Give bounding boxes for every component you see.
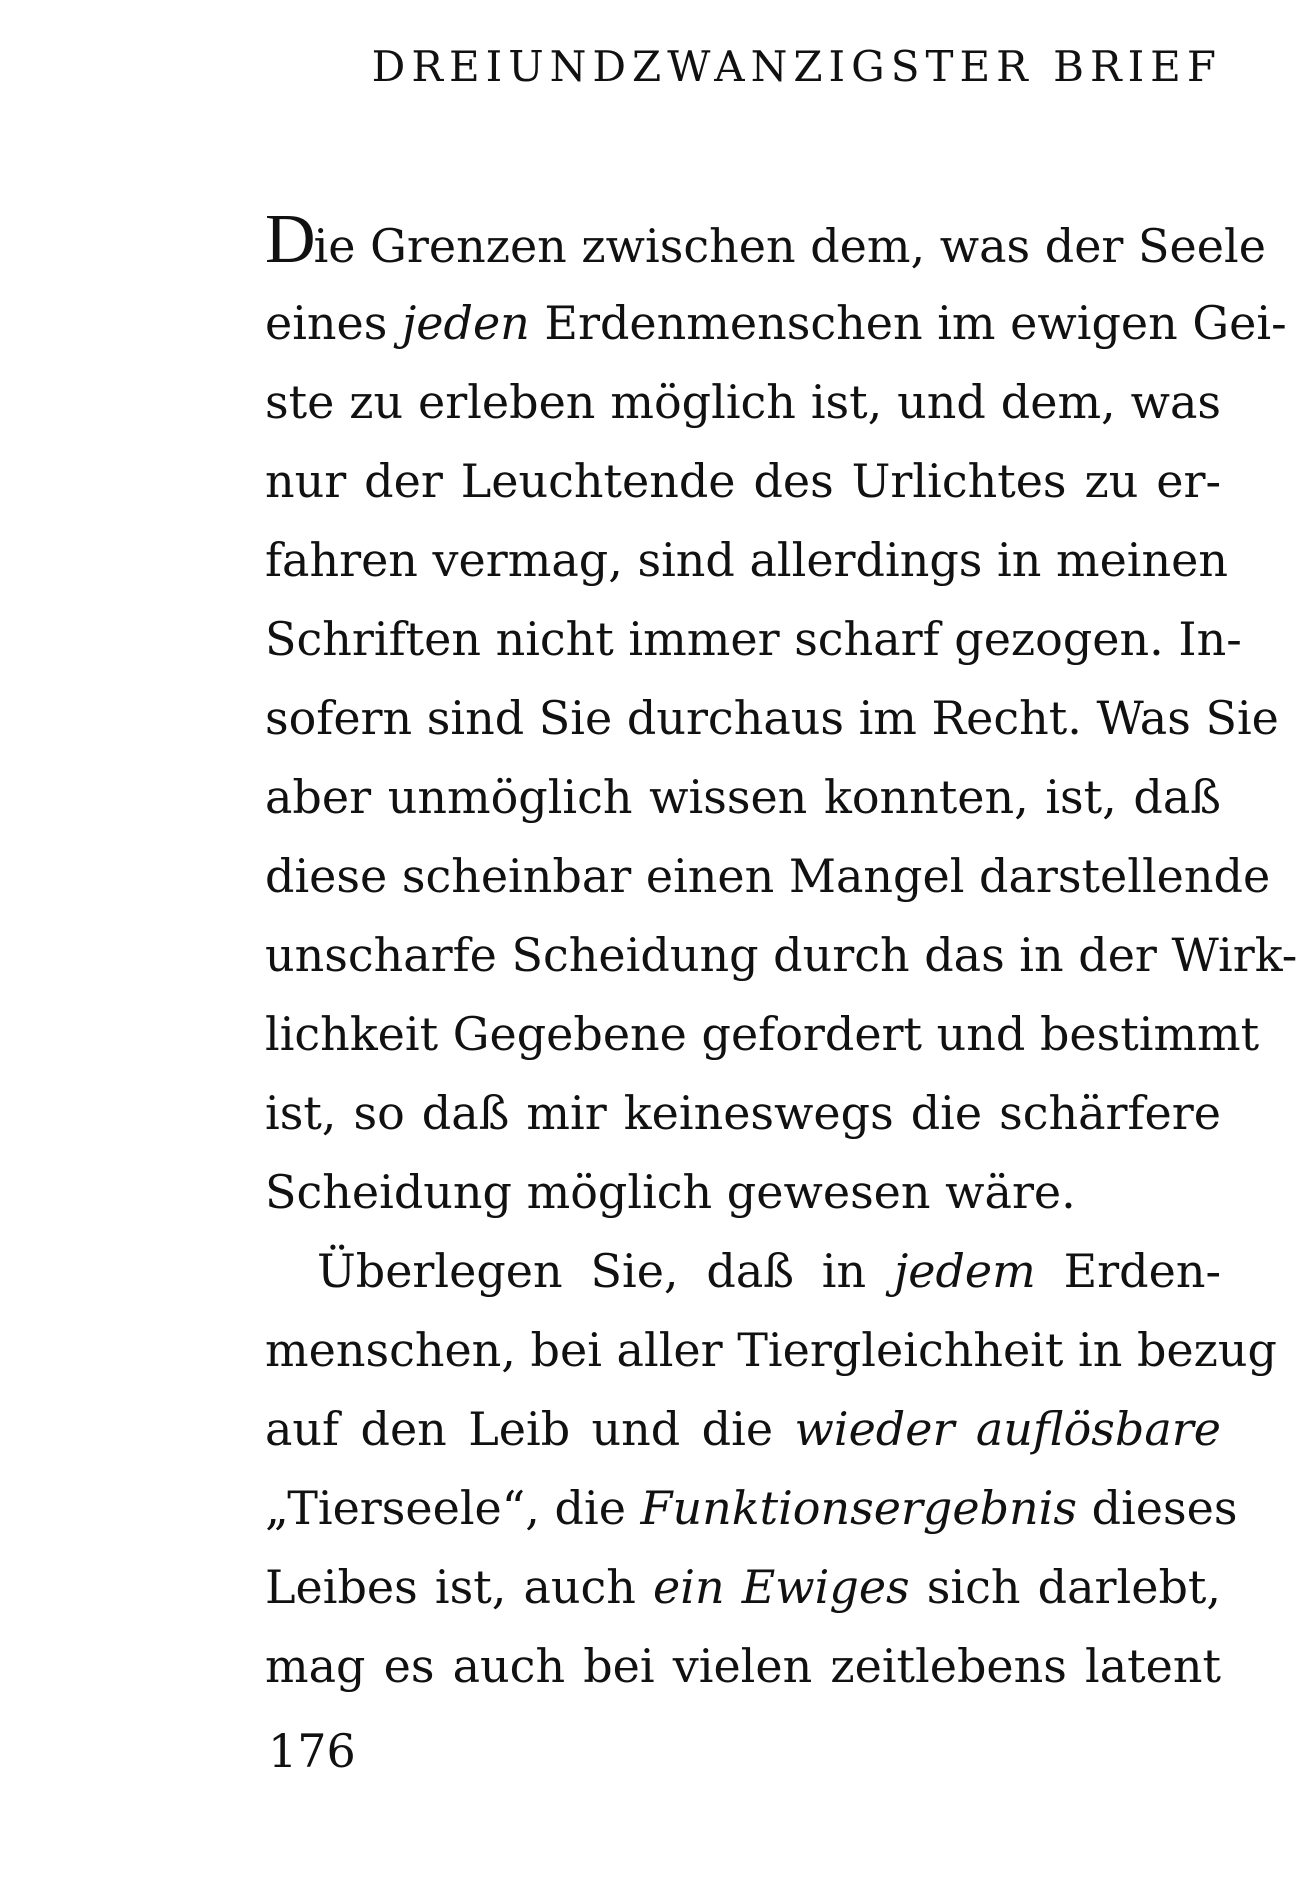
body-text (265, 201, 1298, 1706)
text-line (265, 201, 1266, 284)
italic-emphasis: jedem (893, 1244, 1036, 1298)
text-line: fahren vermag, sind allerdings in meinen (265, 533, 1228, 587)
italic-emphasis: jeden (402, 296, 530, 350)
text-run: ie Grenzen zwischen dem, was der Seele (313, 219, 1266, 273)
text-line: ste zu erleben möglich ist, und dem, was (265, 375, 1221, 429)
text-line (265, 1548, 1221, 1627)
text-line (265, 284, 1287, 363)
text-line: mag es auch bei vielen zeitlebens latent (265, 1639, 1221, 1693)
text-run: Leibes ist, auch (265, 1560, 654, 1614)
text-line: menschen, bei aller Tiergleichheit in bezug (265, 1323, 1277, 1377)
text-run: Erdenmenschen im ewigen Gei- (529, 296, 1287, 350)
text-line: lichkeit Gegebene gefordert und bestimmt (265, 1007, 1260, 1061)
italic-emphasis: ein Ewiges (653, 1560, 910, 1614)
text-run: eines (265, 296, 403, 350)
italic-emphasis: Funktionsergebnis (640, 1481, 1077, 1535)
text-line: aber unmöglich wissen konnten, ist, daß (265, 770, 1221, 824)
running-head: DREIUNDZWANZIGSTER BRIEF (371, 42, 1222, 91)
text-run: Überlegen Sie, daß in (317, 1244, 894, 1298)
text-line: unscharfe Scheidung durch das in der Wirk- (265, 928, 1298, 982)
text-line: Schriften nicht immer scharf gezogen. In- (265, 612, 1242, 666)
text-run: sich darlebt, (909, 1560, 1221, 1614)
text-line: Scheidung möglich gewesen wäre. (265, 1165, 1076, 1219)
text-run: auf den Leib und die (265, 1402, 795, 1456)
text-line (265, 1232, 1221, 1311)
text-line (265, 1390, 1221, 1469)
text-run: Erden- (1035, 1244, 1222, 1298)
text-line: ist, so daß mir keineswegs die schärfere (265, 1086, 1221, 1140)
text-line: sofern sind Sie durchaus im Recht. Was Sie (265, 691, 1279, 745)
drop-cap: D (265, 201, 314, 278)
text-run: „Tierseele“, die (265, 1481, 641, 1535)
page-number: 176 (268, 1724, 356, 1778)
italic-emphasis: wieder auflösbare (794, 1402, 1221, 1456)
text-line (265, 1469, 1238, 1548)
text-line: diese scheinbar einen Mangel darstellende (265, 849, 1271, 903)
text-run: dieses (1077, 1481, 1238, 1535)
text-line: nur der Leuchtende des Urlichtes zu er- (265, 454, 1221, 508)
